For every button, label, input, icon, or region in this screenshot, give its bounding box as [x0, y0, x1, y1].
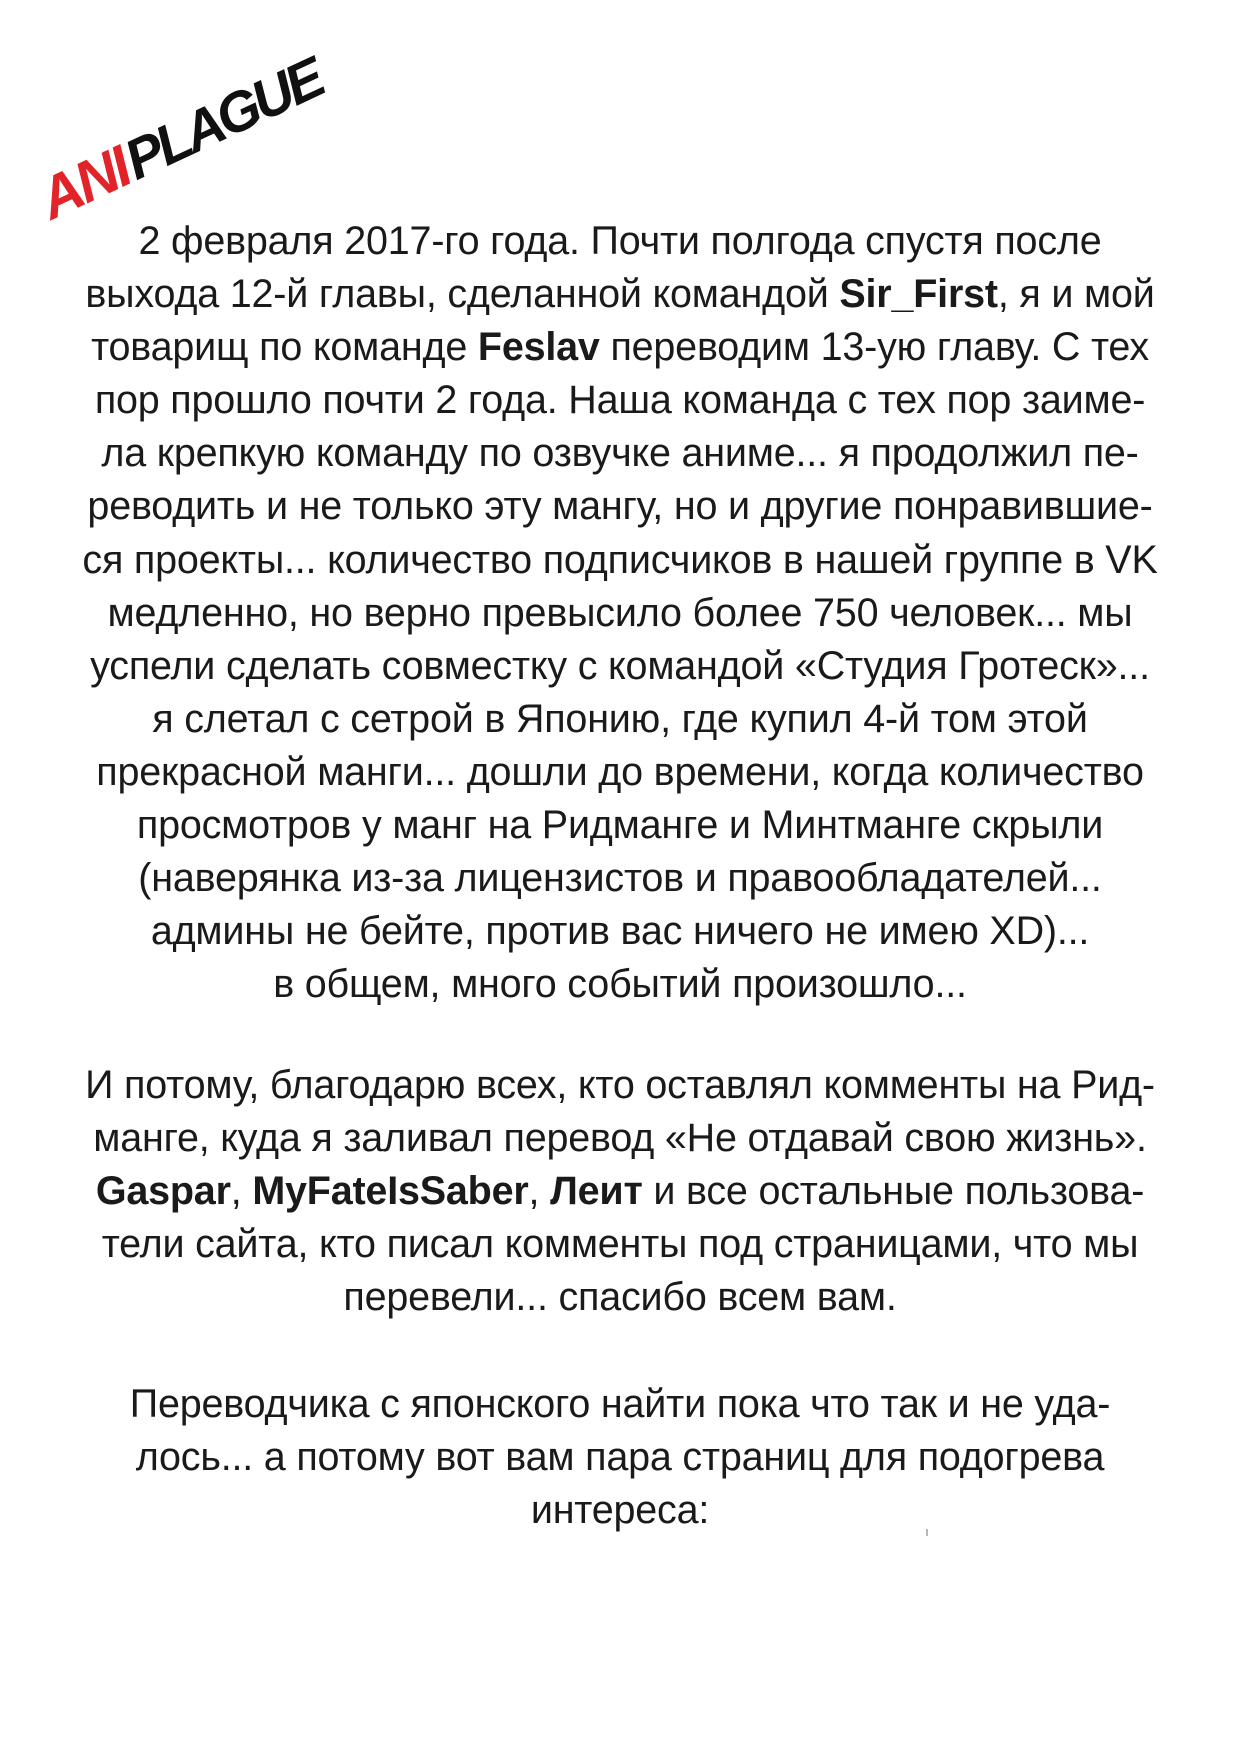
text-line	[10, 1059, 1230, 1112]
text-run: 2 февраля 2017-го года. Почти полгода спустя после	[138, 219, 1102, 263]
text-line	[10, 640, 1230, 693]
text-run: И потому, благодарю всех, кто оставлял комменты на Рид-	[85, 1063, 1155, 1107]
paragraph-history	[10, 215, 1230, 1011]
text-run: просмотров у манг на Ридманге и Минтманге скрыли	[136, 803, 1104, 848]
text-line	[10, 905, 1230, 958]
bold-name: Леит	[550, 1169, 643, 1214]
text-line	[10, 374, 1230, 427]
text-run: Переводчика с японского найти пока что так и не уда-	[129, 1382, 1111, 1426]
text-run: интереса:	[530, 1488, 710, 1533]
text-run: в общем, много событий произошло...	[273, 962, 967, 1007]
text-line	[10, 534, 1230, 587]
text-line	[10, 215, 1230, 268]
text-line	[10, 693, 1230, 746]
bold-name: MyFateIsSaber	[252, 1169, 529, 1214]
text-line	[10, 1271, 1230, 1324]
text-run: прекрасной манги... дошли до времени, когда количество	[96, 749, 1144, 794]
logo-black-text: PLAGUE	[114, 45, 332, 192]
text-run: ,	[528, 1169, 551, 1214]
text-line	[10, 1484, 1230, 1537]
text-line	[10, 1218, 1230, 1271]
text-line	[10, 321, 1230, 374]
bold-name: Gaspar	[95, 1169, 231, 1214]
text-run: , я и мой	[997, 272, 1155, 317]
text-run: ,	[230, 1169, 253, 1214]
text-run: перевели... спасибо всем вам.	[343, 1275, 897, 1320]
text-line	[10, 427, 1230, 480]
text-line	[10, 480, 1230, 533]
text-line	[10, 958, 1230, 1011]
text-run: (наверянка из-за лицензистов и правообладателей...	[138, 856, 1102, 901]
text-run: админы не бейте, против вас ничего не имею XD)...	[150, 909, 1090, 954]
text-run: и все остальные пользова-	[642, 1169, 1145, 1214]
scan-speck	[926, 1529, 928, 1536]
text-run: я слетал с сетрой в Японию, где купил 4-й том этой	[152, 696, 1088, 741]
paragraph-thanks	[10, 1059, 1230, 1324]
text-line	[10, 1378, 1230, 1431]
text-run: манге, куда я заливал перевод «Не отдавай свою жизнь».	[93, 1116, 1147, 1161]
text-line	[10, 1165, 1230, 1218]
text-run: выхода 12-й главы, сделанной командой	[85, 272, 840, 317]
text-run: лось... а потому вот вам пара страниц для подогрева	[135, 1435, 1105, 1480]
text-run: ла крепкую команду по озвучке аниме... я продолжил пе-	[101, 431, 1139, 476]
text-run: тели сайта, кто писал комменты под страницами, что мы	[101, 1222, 1139, 1267]
text-line	[10, 852, 1230, 905]
text-run: пор прошло почти 2 года. Наша команда с тех пор заиме-	[94, 378, 1146, 423]
text-line	[10, 587, 1230, 640]
text-line	[10, 799, 1230, 852]
bold-name: Feslav	[477, 325, 600, 370]
text-line	[10, 1112, 1230, 1165]
text-run: успели сделать совместку с командой «Студия Гротеск»...	[90, 643, 1150, 688]
text-line	[10, 1431, 1230, 1484]
paragraph-closing	[10, 1378, 1230, 1537]
logo-red-text: ANI	[29, 134, 139, 233]
text-run: медленно, но верно превысило более 750 человек... мы	[107, 590, 1133, 635]
text-run: ся проекты... количество подписчиков в нашей группе в VK	[82, 537, 1158, 582]
bold-name: Sir_First	[839, 272, 998, 317]
aniplague-logo	[6, 14, 332, 233]
text-line	[10, 746, 1230, 799]
text-run: товарищ по команде	[91, 325, 478, 370]
text-run: реводить и не только эту мангу, но и другие понравившие-	[87, 484, 1153, 529]
text-run: переводим 13-ую главу. С тех	[599, 325, 1149, 370]
text-line	[10, 268, 1230, 321]
aniplague-logo-graphic	[6, 14, 332, 233]
